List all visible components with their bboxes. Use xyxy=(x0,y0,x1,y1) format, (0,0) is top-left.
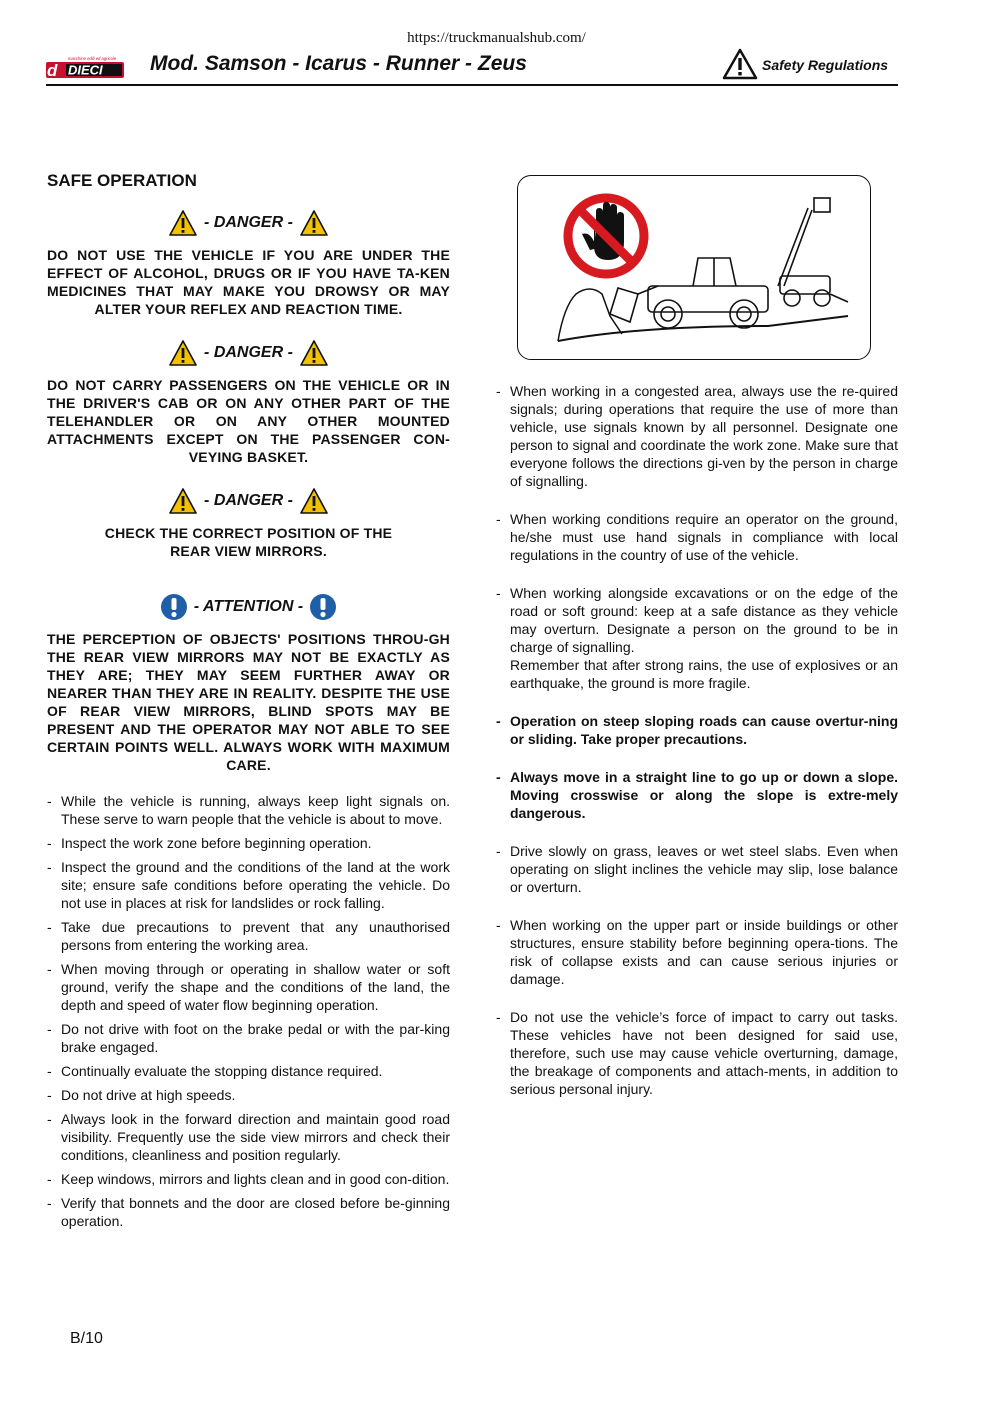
warning-triangle-icon xyxy=(168,209,198,237)
no-entry-hand-icon xyxy=(568,198,644,274)
illustration-frame xyxy=(517,175,871,360)
list-item-bold: - Always move in a straight line to go up or down a slope. Moving crosswise or along the slope is extre-mely dangerous. xyxy=(496,768,898,822)
warning-triangle-icon xyxy=(299,339,329,367)
list-item xyxy=(496,584,898,692)
list-item: - Verify that bonnets and the door are closed before be-ginning operation. xyxy=(47,1194,450,1230)
manual-title: Mod. Samson - Icarus - Runner - Zeus xyxy=(150,52,527,75)
illustration xyxy=(518,176,870,359)
list-item-bold: - Operation on steep sloping roads can cause overtur-ning or sliding. Take proper precautions. xyxy=(496,712,898,748)
page-number: B/10 xyxy=(70,1330,103,1347)
danger-banner xyxy=(47,206,450,240)
list-item: - Do not drive with foot on the brake pedal or with the par-king brake engaged. xyxy=(47,1020,450,1056)
page-header xyxy=(46,48,898,86)
danger-text: DO NOT USE THE VEHICLE IF YOU ARE UNDER THE EFFECT OF ALCOHOL, DRUGS OR IF YOU HAVE TA-KEN MEDICINES THAT MAY MAKE YOU DROWSY OR MAY ALTER YOUR REFLEX AND REACTION TIME. xyxy=(47,247,450,317)
warning-triangle-icon xyxy=(299,487,329,515)
warning-triangle-icon xyxy=(168,487,198,515)
list-item: - Keep windows, mirrors and lights clean and in good con-dition. xyxy=(47,1170,450,1188)
list-item: - Take due precautions to prevent that any unauthorised persons from entering the working area. xyxy=(47,918,450,954)
warning-triangle-icon xyxy=(168,339,198,367)
attention-banner xyxy=(47,590,450,624)
section-heading: SAFE OPERATION xyxy=(47,171,197,190)
list-item: - While the vehicle is running, always keep light signals on. These serve to warn people that the vehicle is about to move. xyxy=(47,792,450,828)
section-label: Safety Regulations xyxy=(762,57,889,73)
warning-triangle-icon xyxy=(722,48,758,80)
warning-triangle-icon xyxy=(299,209,329,237)
list-item: - When working on the upper part or inside buildings or other structures, ensure stability before beginning opera-tions. The risk of collapse exists and can cause serious injuries or damage. xyxy=(496,916,898,988)
danger-text: DO NOT CARRY PASSENGERS ON THE VEHICLE OR IN THE DRIVER'S CAB OR ON ANY OTHER PART OF THE TELEHANDLER OR ON ANY OTHER MOUNTED ATTACHMENTS EXCEPT ON THE PASSENGER CON-VEYING BASKET. xyxy=(47,377,450,465)
attention-text: THE PERCEPTION OF OBJECTS' POSITIONS THROU-GH THE REAR VIEW MIRRORS MAY NOT BE EXACTLY AS THEY ARE; THEY MAY SEEM FURTHER AWAY OR NEARER THAN THEY ARE IN REALITY. DESPITE THE USE OF REAR VIEW MIRRORS, BLIND SPOTS MAY BE PRESENT AND THE OPERATOR MAY NOT ABLE TO SEE CERTAIN POINTS WELL. ALWAYS WORK WITH MAXIMUM CARE. xyxy=(47,631,450,773)
svg-text:d: d xyxy=(47,61,58,80)
list-item: - When working conditions require an operator on the ground, he/she must use hand signals in compliance with local regulations in the country of use of the vehicle. xyxy=(496,510,898,564)
svg-text:macchine edili ed agricole: macchine edili ed agricole xyxy=(68,56,117,61)
notice-label: - DANGER - xyxy=(204,492,293,509)
svg-text:DIECI: DIECI xyxy=(68,62,103,78)
attention-exclamation-icon xyxy=(309,593,337,621)
list-item: - Inspect the work zone before beginning operation. xyxy=(47,834,450,852)
list-item-text: - When working alongside excavations or on the edge of the road or soft ground: keep at a safe distance as they vehicle may overturn. Designate a person on the ground to be in charge of signalling. xyxy=(510,585,898,655)
notice-label: - DANGER - xyxy=(204,344,293,361)
right-column xyxy=(496,382,898,1118)
list-item: - Drive slowly on grass, leaves or wet steel slabs. Even when operating on slight inclines the vehicle may slip, lose balance or overturn. xyxy=(496,842,898,896)
right-rule-list xyxy=(496,382,898,1098)
list-item: - Always look in the forward direction and maintain good road visibility. Frequently use the side view mirrors and check their conditions, cleanliness and position regularly. xyxy=(47,1110,450,1164)
notice-label: - DANGER - xyxy=(204,214,293,231)
list-item: - When working in a congested area, always use the re-quired signals; during operations that require the use of more than vehicle, use signals known by all personnel. Designate one person to signal and coordinate the work zone. Make sure that everyone follows the directions gi-ven by the person in charge of signalling. xyxy=(496,382,898,490)
left-column xyxy=(47,172,450,1236)
list-item: - Do not use the vehicle’s force of impact to carry out tasks. These vehicles have not been designed for said use, therefore, such use may cause vehicle overturning, damage, the breakage of components and attach-ments, in addition to serious personal injury. xyxy=(496,1008,898,1098)
list-item: - When moving through or operating in shallow water or soft ground, verify the shape and the conditions of the land, the depth and speed of water flow beginning operation. xyxy=(47,960,450,1014)
notice-label: - ATTENTION - xyxy=(193,598,304,615)
source-url[interactable]: https://truckmanualshub.com/ xyxy=(407,30,586,46)
list-item: - Do not drive at high speeds. xyxy=(47,1086,450,1104)
left-rule-list xyxy=(47,792,450,1230)
list-item-extra: Remember that after strong rains, the use of explosives or an earthquake, the ground is more fragile. xyxy=(510,657,898,691)
attention-exclamation-icon xyxy=(160,593,188,621)
list-item: - Continually evaluate the stopping distance required. xyxy=(47,1062,450,1080)
danger-text: CHECK THE CORRECT POSITION OF THE REAR VIEW MIRRORS. xyxy=(104,525,393,559)
danger-banner xyxy=(47,484,450,518)
danger-banner xyxy=(47,336,450,370)
list-item: - Inspect the ground and the conditions of the land at the work site; ensure safe conditions before operating the vehicle. Do not use in places at risk for landslides or rock falling. xyxy=(47,858,450,912)
dieci-logo xyxy=(46,54,126,80)
